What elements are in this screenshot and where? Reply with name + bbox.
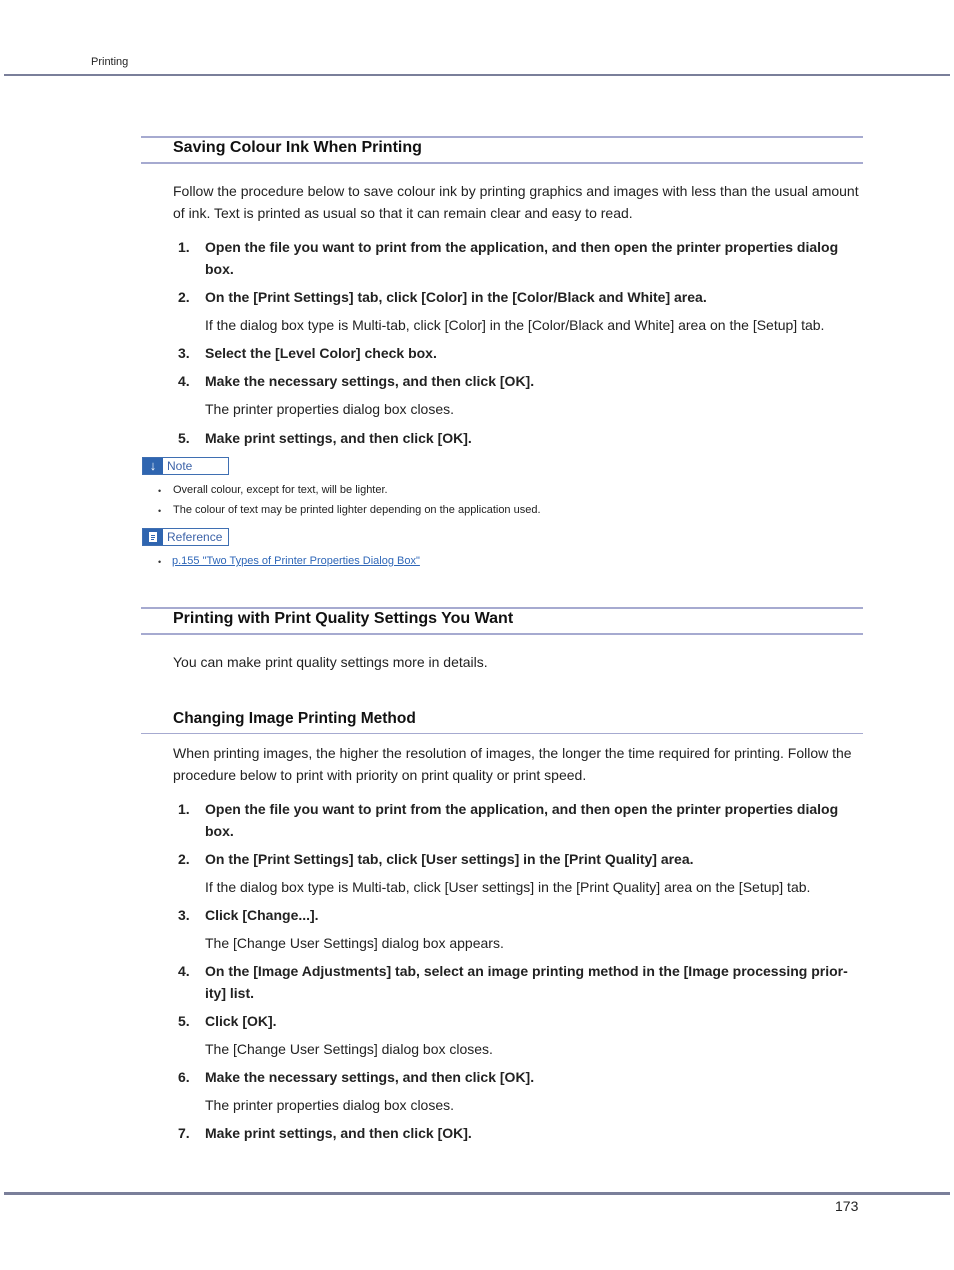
- step-number: 2.: [178, 851, 190, 867]
- reference-label: Reference: [167, 530, 223, 544]
- step-number: 6.: [178, 1069, 190, 1085]
- reference-link[interactable]: p.155 "Two Types of Printer Properties Dialog Box": [172, 555, 420, 567]
- step-result: The printer properties dialog box closes.: [205, 401, 455, 417]
- step-text: box.: [205, 823, 234, 839]
- step-text: ity] list.: [205, 985, 255, 1001]
- section-title: Printing with Print Quality Settings You Want: [173, 610, 514, 627]
- note-badge: [142, 457, 229, 475]
- intro-line: Follow the procedure below to save colour ink by printing graphics and images with less than the usual amount: [173, 183, 859, 199]
- step-number: 1.: [178, 801, 190, 817]
- running-header: Printing: [91, 56, 129, 68]
- step-result: The printer properties dialog box closes.: [205, 1097, 455, 1113]
- subsection-title: Changing Image Printing Method: [173, 710, 416, 727]
- note-label: Note: [167, 459, 193, 473]
- header-rule: [4, 74, 950, 76]
- subsection-rule: [141, 733, 863, 734]
- step-text: On the [Print Settings] tab, click [Color] in the [Color/Black and White] area.: [205, 289, 707, 305]
- step-number: 5.: [178, 1013, 190, 1029]
- step-number: 2.: [178, 289, 190, 305]
- footer-rule: [4, 1192, 950, 1195]
- step-text: box.: [205, 261, 234, 277]
- step-result: If the dialog box type is Multi-tab, click [User settings] in the [Print Quality] area on the [Setup] tab.: [205, 879, 811, 895]
- step-text: On the [Image Adjustments] tab, select an image printing method in the [Image processing prior-: [205, 963, 848, 979]
- step-text: Open the file you want to print from the application, and then open the printer properties dialog: [205, 801, 839, 817]
- intro-line: of ink. Text is printed as usual so that it can remain clear and easy to read.: [173, 205, 633, 221]
- step-number: 3.: [178, 907, 190, 923]
- document-icon: [143, 528, 163, 546]
- step-text: Make the necessary settings, and then click [OK].: [205, 373, 535, 389]
- step-result: The [Change User Settings] dialog box appears.: [205, 935, 504, 951]
- intro-line: procedure below to print with priority on print quality or print speed.: [173, 767, 587, 783]
- step-number: 4.: [178, 963, 190, 979]
- intro-line: When printing images, the higher the resolution of images, the longer the time required for printing. Follow the: [173, 745, 852, 761]
- section-intro: You can make print quality settings more in details.: [173, 654, 488, 670]
- step-text: Make the necessary settings, and then click [OK].: [205, 1069, 535, 1085]
- step-text: Make print settings, and then click [OK].: [205, 1125, 472, 1141]
- step-text: Open the file you want to print from the application, and then open the printer properties dialog: [205, 239, 839, 255]
- step-number: 4.: [178, 373, 190, 389]
- step-result: The [Change User Settings] dialog box closes.: [205, 1041, 493, 1057]
- step-number: 5.: [178, 430, 190, 446]
- reference-badge: [142, 528, 229, 546]
- section-title: Saving Colour Ink When Printing: [173, 139, 422, 156]
- step-number: 1.: [178, 239, 190, 255]
- bullet: •: [158, 557, 162, 567]
- note-item: Overall colour, except for text, will be lighter.: [173, 484, 388, 496]
- page-number: 173: [835, 1198, 859, 1214]
- step-text: Click [OK].: [205, 1013, 277, 1029]
- bullet: •: [158, 486, 162, 496]
- note-item: The colour of text may be printed lighter depending on the application used.: [173, 504, 541, 516]
- step-text: Click [Change...].: [205, 907, 319, 923]
- step-number: 3.: [178, 345, 190, 361]
- step-result: If the dialog box type is Multi-tab, click [Color] in the [Color/Black and White] area on the [Setup] tab.: [205, 317, 825, 333]
- step-number: 7.: [178, 1125, 190, 1141]
- step-text: On the [Print Settings] tab, click [User settings] in the [Print Quality] area.: [205, 851, 694, 867]
- down-arrow-icon: ↓: [143, 457, 163, 475]
- step-text: Make print settings, and then click [OK].: [205, 430, 472, 446]
- bullet: •: [158, 506, 162, 516]
- step-text: Select the [Level Color] check box.: [205, 345, 437, 361]
